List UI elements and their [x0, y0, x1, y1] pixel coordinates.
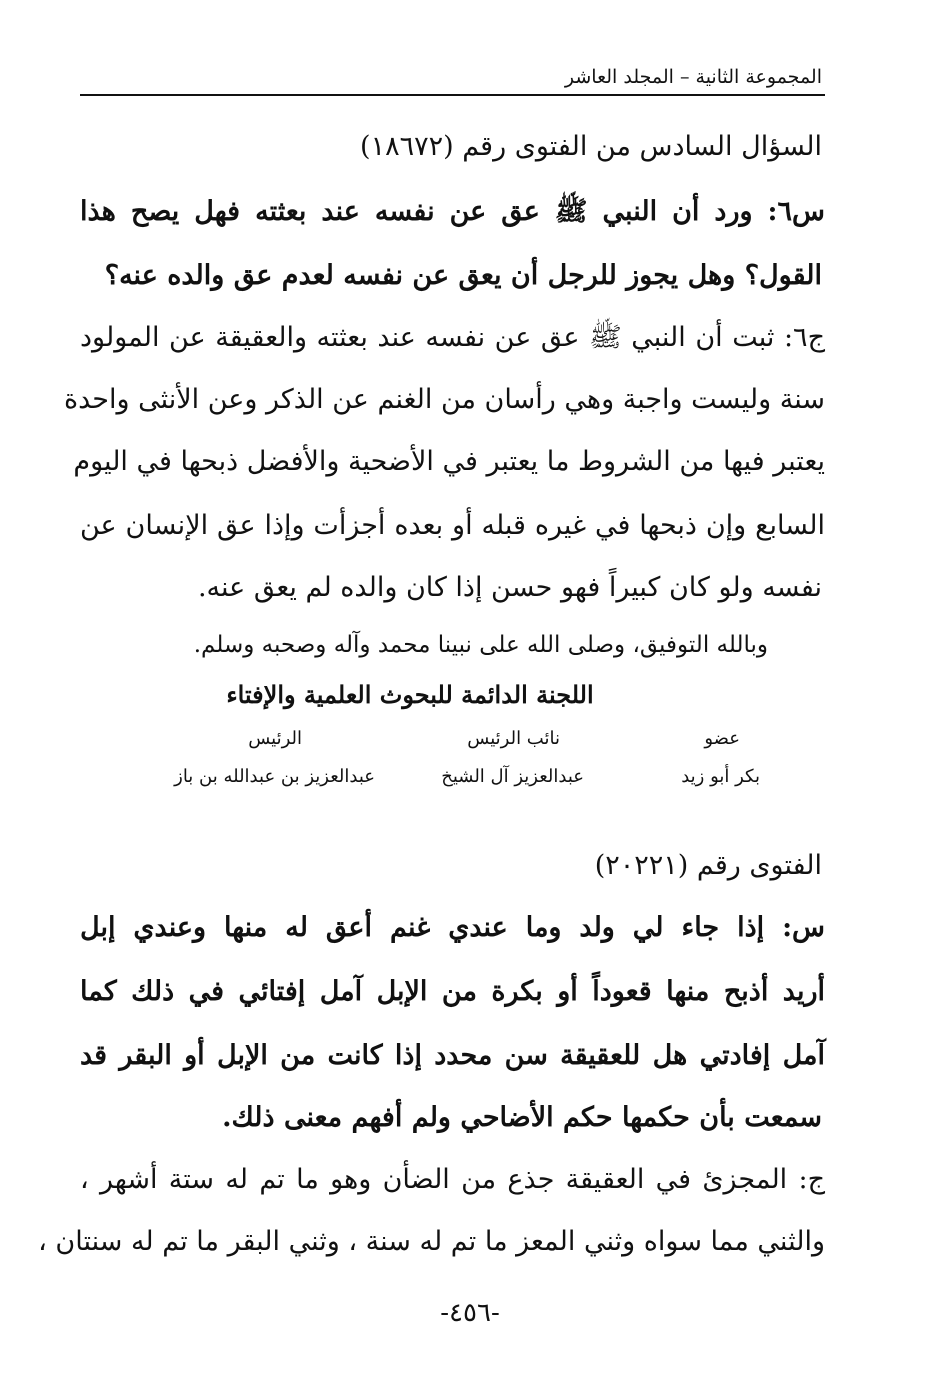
- running-header: المجموعة الثانية – المجلد العاشر: [564, 66, 822, 88]
- answer-1-line-2: سنة وليست واجبة وهي رأسان من الغنم عن الذكر وعن الأنثى واحدة: [63, 384, 825, 415]
- committee-name: اللجنة الدائمة للبحوث العلمية والإفتاء: [226, 680, 594, 709]
- answer-1-line-4: السابع وإن ذبحها في غيره قبله أو بعده أجزأت وإذا عق الإنسان عن: [80, 510, 825, 541]
- question-2-line-1: س: إذا جاء لي ولد وما عندي غنم أعق له منها وعندي إبل: [80, 912, 825, 943]
- page-number: -٤٥٦-: [440, 1298, 500, 1328]
- member-name-2: عبدالعزيز آل الشيخ: [441, 766, 584, 787]
- answer-1-line-1: ج٦: ثبت أن النبي ﷺ عق عن نفسه عند بعثته والعقيقة عن المولود: [80, 322, 825, 353]
- header-rule: [80, 94, 825, 96]
- answer-2-line-2: والثني مما سواه وثني المعز ما تم له سنة ، وثني البقر ما تم له سنتان ،: [38, 1226, 825, 1257]
- question-2-line-4: سمعت بأن حكمها حكم الأضاحي ولم أفهم معنى ذلك.: [222, 1102, 822, 1133]
- answer-1-line-3: يعتبر فيها من الشروط ما يعتبر في الأضحية والأفضل ذبحها في اليوم: [73, 446, 825, 477]
- question-2-line-3: آمل إفادتي هل للعقيقة سن محدد إذا كانت من الإبل أو البقر قد: [80, 1040, 825, 1071]
- fatwa-title-2: الفتوى رقم (٢٠٢٢١): [594, 850, 822, 881]
- answer-1-line-5: نفسه ولو كان كبيراً فهو حسن إذا كان والده لم يعق عنه.: [197, 572, 822, 603]
- question-1-line-2: القول؟ وهل يجوز للرجل أن يعق عن نفسه لعدم عق والده عنه؟: [104, 260, 822, 291]
- member-name-1: بكر أبو زيد: [681, 766, 760, 787]
- fatwa-title-1: السؤال السادس من الفتوى رقم (١٨٦٧٢): [360, 131, 822, 162]
- member-name-3: عبدالعزيز بن عبدالله بن باز: [174, 766, 375, 787]
- answer-2-line-1: ج: المجزئ في العقيقة جذع من الضأن وهو ما تم له ستة أشهر ،: [80, 1164, 825, 1195]
- role-vice-chairman: نائب الرئيس: [467, 728, 560, 749]
- question-2-line-2: أريد أذبح منها قعوداً أو بكرة من الإبل آمل إفتائي في ذلك كما: [80, 976, 825, 1007]
- role-member: عضو: [704, 728, 740, 749]
- question-1-line-1: س٦: ورد أن النبي ﷺ عق عن نفسه عند بعثته فهل يصح هذا: [80, 196, 825, 227]
- role-chairman: الرئيس: [248, 728, 302, 749]
- closing-line: وبالله التوفيق، وصلى الله على نبينا محمد وآله وصحبه وسلم.: [193, 632, 768, 658]
